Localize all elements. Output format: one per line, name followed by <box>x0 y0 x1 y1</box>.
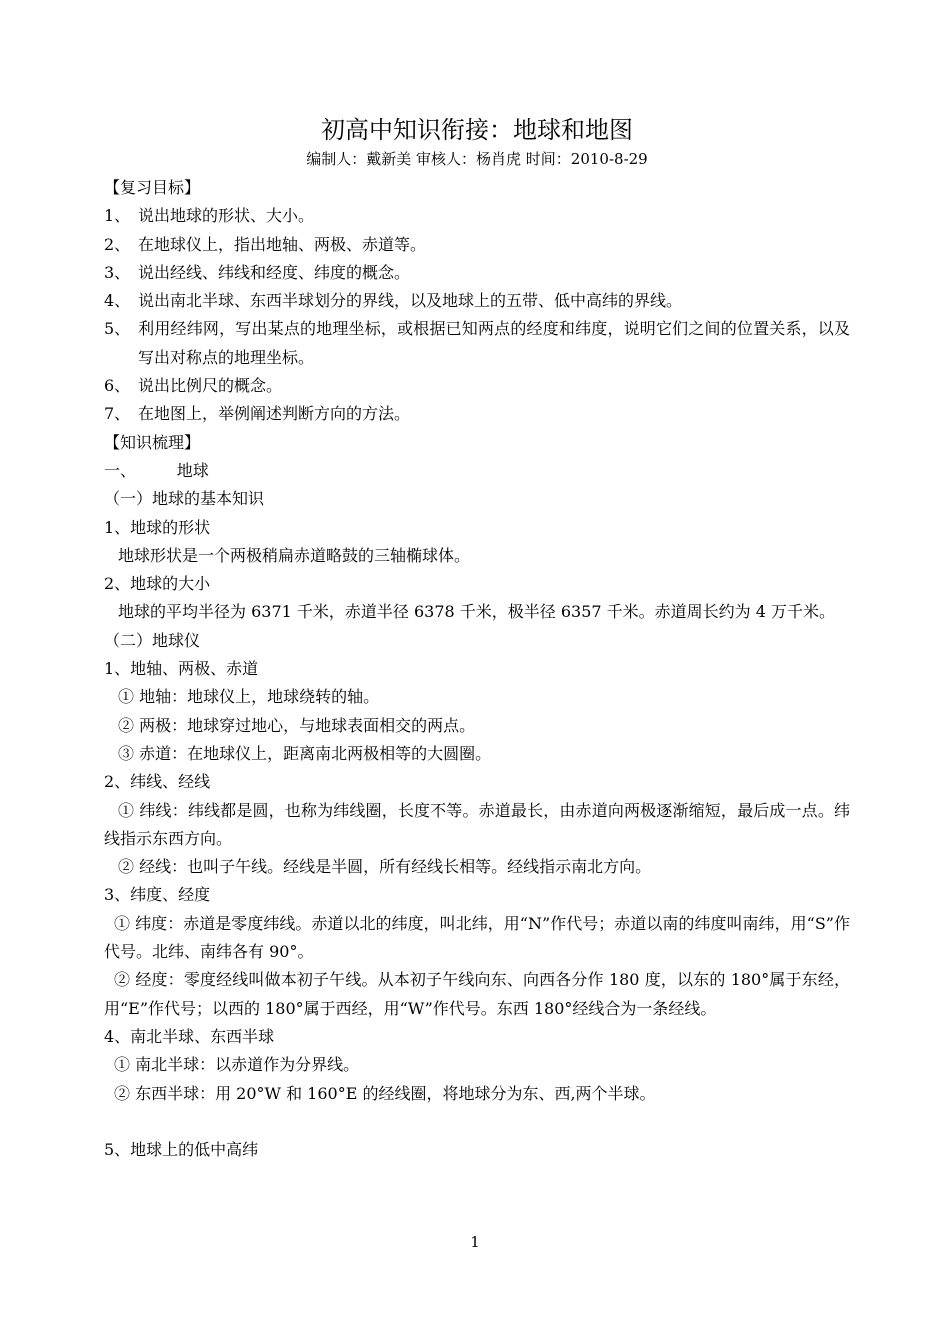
topic-heading: 2、地球的大小 <box>104 574 211 594</box>
objective-item: 3、 说出经线、纬线和经度、纬度的概念。 <box>104 262 411 282</box>
objective-item: 4、 说出南北半球、东西半球划分的界线，以及地球上的五带、低中高纬的界线。 <box>104 291 683 311</box>
topic-heading: 5、地球上的低中高纬 <box>104 1139 259 1159</box>
objective-item: 6、 说出比例尺的概念。 <box>104 376 283 396</box>
byline: 编制人：戴新美 审核人：杨肖虎 时间：2010-8-29 <box>306 150 648 168</box>
objective-item: 5、 利用经纬网，写出某点的地理坐标，或根据已知两点的经度和纬度，说明它们之间的位置关系，以及写出对称点的地理坐标。 <box>104 319 850 367</box>
page-number: 1 <box>470 1233 480 1251</box>
list-item: ③ 赤道：在地球仪上，距离南北两极相等的大圆圈。 <box>118 743 492 763</box>
paragraph: 地球的平均半径为 6371 千米，赤道半径 6378 千米，极半径 6357 千米。赤道周长约为 4 万千米。 <box>118 602 836 622</box>
list-item: ② 经线：也叫子午线。经线是半圆，所有经线长相等。经线指示南北方向。 <box>118 857 652 877</box>
paragraph: 地球形状是一个两极稍扁赤道略鼓的三轴椭球体。 <box>118 545 471 565</box>
list-item: ① 纬度：赤道是零度纬线。赤道以北的纬度，叫北纬，用“N”作代号；赤道以南的纬度叫南纬，用“S”作代号。北纬、南纬各有 90°。 <box>104 913 850 962</box>
list-item: ② 两极：地球穿过地心，与地球表面相交的两点。 <box>118 715 476 735</box>
objective-item: 1、 说出地球的形状、大小。 <box>104 206 315 226</box>
blank-line <box>104 1108 850 1136</box>
section-heading: （一）地球的基本知识 <box>104 489 265 509</box>
topic-heading: 4、南北半球、东西半球 <box>104 1026 275 1046</box>
topic-heading: 1、地轴、两极、赤道 <box>104 659 259 679</box>
objective-item: 2、 在地球仪上，指出地轴、两极、赤道等。 <box>104 234 427 254</box>
list-item: ① 纬线：纬线都是圆，也称为纬线圈，长度不等。赤道最长，由赤道向两极逐渐缩短，最后成一点。纬线指示东西方向。 <box>104 800 850 848</box>
topic-heading: 2、纬线、经线 <box>104 772 211 792</box>
part-heading: 一、 地球 <box>104 460 209 480</box>
list-item: ② 经度：零度经线叫做本初子午线。从本初子午线向东、向西各分作 180 度，以东的 180°属于东经，用“E”作代号；以西的 180°属于西经，用“W”作代号。东西 180°经线合为一条经线。 <box>104 970 850 1018</box>
document-page <box>104 112 850 1164</box>
knowledge-heading: 【知识梳理】 <box>104 432 201 452</box>
topic-heading: 3、纬度、经度 <box>104 885 211 905</box>
section-heading: （二）地球仪 <box>104 630 201 650</box>
list-item: ② 东西半球：用 20°W 和 160°E 的经线圈，将地球分为东、西,两个半球。 <box>114 1083 656 1103</box>
list-item: ① 南北半球：以赤道作为分界线。 <box>114 1055 360 1075</box>
topic-heading: 1、地球的形状 <box>104 517 211 537</box>
objective-item: 7、 在地图上，举例阐述判断方向的方法。 <box>104 404 411 424</box>
list-item: ① 地轴：地球仪上，地球绕转的轴。 <box>118 687 380 707</box>
objectives-heading: 【复习目标】 <box>104 178 201 197</box>
document-title: 初高中知识衔接：地球和地图 <box>321 116 633 144</box>
